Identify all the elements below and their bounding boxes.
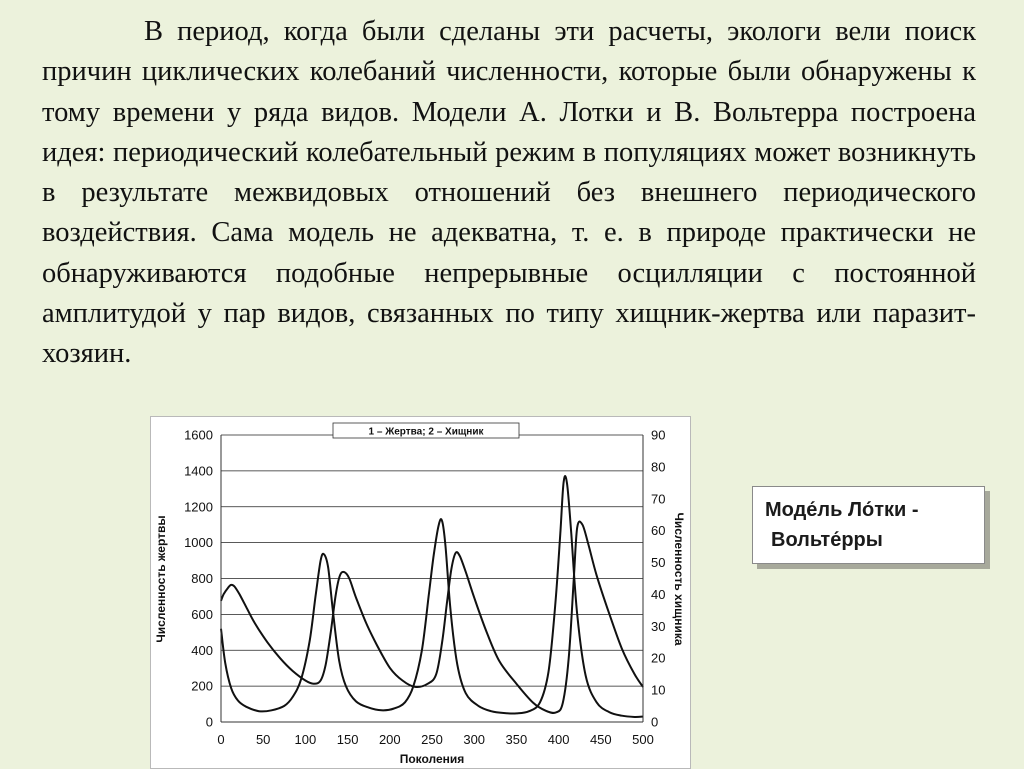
x-tick-label: 200 — [378, 732, 401, 747]
predator-prey-chart — [151, 417, 690, 768]
y-axis-label: Численность жертвы — [154, 515, 168, 643]
body-paragraph — [42, 12, 976, 375]
y-tick-labels — [184, 428, 213, 730]
y-tick-label: 1200 — [184, 499, 213, 515]
model-name-line2: Вольте́рры — [771, 529, 883, 551]
x-tick-label: 350 — [505, 732, 528, 747]
series-predator-line — [221, 521, 643, 713]
x-tick-labels — [217, 732, 653, 747]
y-tick-label: 1400 — [184, 463, 213, 479]
y2-tick-label: 70 — [651, 491, 666, 507]
y-tick-label: 1600 — [184, 427, 213, 443]
chart-title: 1 – Жертва; 2 – Хищник — [368, 426, 484, 438]
y2-tick-labels — [651, 428, 665, 730]
y-tick-label: 400 — [191, 642, 213, 658]
x-tick-label: 150 — [336, 732, 359, 747]
y2-tick-label: 30 — [651, 618, 666, 634]
x-tick-label: 0 — [217, 732, 225, 747]
y-tick-label: 600 — [191, 606, 213, 622]
x-tick-label: 450 — [589, 732, 612, 747]
x-tick-label: 50 — [255, 732, 271, 747]
chart-panel — [150, 416, 691, 769]
series-lines — [221, 476, 643, 717]
x-tick-label: 300 — [463, 732, 486, 747]
y-tick-label: 0 — [205, 714, 213, 730]
x-axis-label: Поколения — [399, 752, 465, 766]
x-tick-label: 250 — [421, 732, 443, 747]
y2-tick-label: 90 — [651, 427, 666, 443]
y2-tick-label: 50 — [651, 555, 666, 571]
model-name-box — [752, 486, 985, 564]
body-paragraph-text: В период, когда были сделаны эти расчеты, экологи вели поиск причин циклических колебаний численности, которые были обнаружены к тому времени у ряда видов. Модели А. Лотки и В. Вольтерра построена идея: периодический колебательный режим в популяциях может возникнуть в результате межвидовых отношений без внешнего периодического воздействия. Сама модель не адекватна, т. е. в природе практически не обнаруживаются подобные непрерывные осцилляции с постоянной амплитудой у пар видов, связанных по типу хищник-жертва или паразит-хозяин. — [42, 16, 976, 370]
y2-tick-label: 10 — [651, 682, 666, 698]
x-tick-label: 500 — [632, 732, 654, 747]
y2-tick-label: 80 — [651, 459, 666, 475]
x-tick-label: 100 — [294, 732, 317, 747]
y-tick-label: 800 — [191, 571, 213, 586]
y2-tick-label: 20 — [651, 650, 666, 666]
y2-tick-label: 60 — [651, 523, 666, 539]
x-tick-label: 400 — [547, 732, 570, 747]
y2-tick-label: 0 — [651, 714, 659, 730]
model-name-line1: Моде́ль Ло́тки - — [765, 499, 919, 521]
y2-axis-label: Численность хищника — [672, 512, 686, 646]
y-tick-label: 1000 — [184, 535, 213, 551]
y-tick-label: 200 — [191, 678, 213, 694]
legend — [333, 423, 519, 438]
y2-tick-label: 40 — [651, 586, 666, 602]
